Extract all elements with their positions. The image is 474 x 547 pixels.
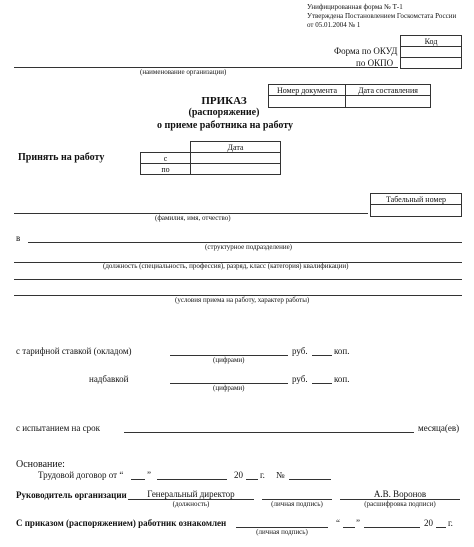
acquaint-year-field[interactable] bbox=[436, 527, 446, 528]
salary-kop-field[interactable] bbox=[312, 355, 332, 356]
code-header: Код bbox=[400, 35, 462, 47]
doc-date-header: Дата составления bbox=[345, 84, 431, 96]
bonus-label: надбавкой bbox=[89, 374, 129, 384]
doc-number-header: Номер документа bbox=[268, 84, 346, 96]
hire-date-header: Дата bbox=[190, 141, 281, 153]
conditions-caption: (условия приема на работу, характер работы) bbox=[175, 296, 310, 304]
title-subject: о приеме работника на работу bbox=[157, 120, 293, 131]
acquaint-month-field[interactable] bbox=[364, 527, 420, 528]
probation-label: с испытанием на срок bbox=[16, 423, 100, 433]
salary-label: с тарифной ставкой (окладом) bbox=[16, 346, 132, 356]
form-header-line1: Унифицированная форма № Т-1 bbox=[307, 3, 403, 11]
basis-month-field[interactable] bbox=[157, 479, 227, 480]
basis-number-label: № bbox=[276, 470, 285, 480]
acquaint-signature-caption: (личная подпись) bbox=[256, 528, 308, 536]
acquaint-label: С приказом (распоряжением) работник ознакомлен bbox=[16, 518, 227, 528]
basis-year-prefix: 20 bbox=[234, 470, 243, 480]
bonus-kop-unit: коп. bbox=[334, 374, 350, 384]
title-rasporyazhenie: (распоряжение) bbox=[188, 107, 260, 118]
hire-label: Принять на работу bbox=[18, 152, 105, 163]
acquaint-year-suffix: г. bbox=[448, 518, 453, 528]
head-label: Руководитель организации bbox=[16, 490, 127, 500]
basis-year-suffix: г. bbox=[260, 470, 265, 480]
salary-kop-unit: коп. bbox=[334, 346, 350, 356]
salary-rub-unit: руб. bbox=[292, 346, 308, 356]
hire-to-date-field[interactable] bbox=[190, 163, 281, 175]
org-name-caption: (наименование организации) bbox=[140, 68, 227, 76]
head-name-value: А.В. Воронов bbox=[373, 489, 427, 499]
basis-number-field[interactable] bbox=[289, 479, 331, 480]
okud-label: Форма по ОКУД bbox=[334, 46, 398, 56]
bonus-kop-field[interactable] bbox=[312, 383, 332, 384]
doc-date-field[interactable] bbox=[345, 95, 431, 108]
okpo-label: по ОКПО bbox=[356, 58, 394, 68]
basis-day-field[interactable] bbox=[131, 479, 145, 480]
head-signature-caption: (личная подпись) bbox=[271, 500, 323, 508]
bonus-rub-unit: руб. bbox=[292, 374, 308, 384]
tab-number-field[interactable] bbox=[370, 204, 462, 217]
conditions-line-1[interactable] bbox=[14, 279, 462, 280]
acquaint-quote-open: “ bbox=[336, 518, 340, 528]
title-prikaz: ПРИКАЗ bbox=[201, 95, 247, 107]
basis-label: Основание: bbox=[16, 459, 65, 470]
probation-unit: месяца(ев) bbox=[418, 423, 460, 433]
okpo-code-field[interactable] bbox=[400, 57, 462, 69]
basis-year-field[interactable] bbox=[246, 479, 258, 480]
hire-from-label: с bbox=[140, 152, 191, 164]
hire-to-label: по bbox=[140, 163, 191, 175]
fio-caption: (фамилия, имя, отчество) bbox=[155, 214, 231, 222]
position-caption: (должность (специальность, профессия), разряд, класс (категория) квалификации) bbox=[103, 262, 349, 270]
acquaint-year-prefix: 20 bbox=[424, 518, 433, 528]
acquaint-day-field[interactable] bbox=[343, 527, 355, 528]
tab-number-header: Табельный номер bbox=[370, 193, 462, 205]
basis-quote-close: ” bbox=[147, 470, 151, 480]
salary-digits-caption: (цифрами) bbox=[213, 356, 245, 364]
form-header-line2: Утверждена Постановлением Госкомстата России bbox=[307, 12, 457, 20]
department-caption: (структурное подразделение) bbox=[205, 243, 293, 251]
form-header-line3: от 05.01.2004 № 1 bbox=[307, 21, 361, 29]
head-position-caption: (должность) bbox=[172, 500, 210, 508]
head-position-value: Генеральный директор bbox=[147, 489, 235, 499]
acquaint-quote-close: ” bbox=[356, 518, 360, 528]
probation-term-field[interactable] bbox=[124, 432, 414, 433]
department-prefix: в bbox=[16, 233, 21, 243]
bonus-digits-caption: (цифрами) bbox=[213, 384, 245, 392]
head-name-caption: (расшифровка подписи) bbox=[364, 500, 436, 508]
basis-contract-label: Трудовой договор от “ bbox=[38, 470, 124, 480]
